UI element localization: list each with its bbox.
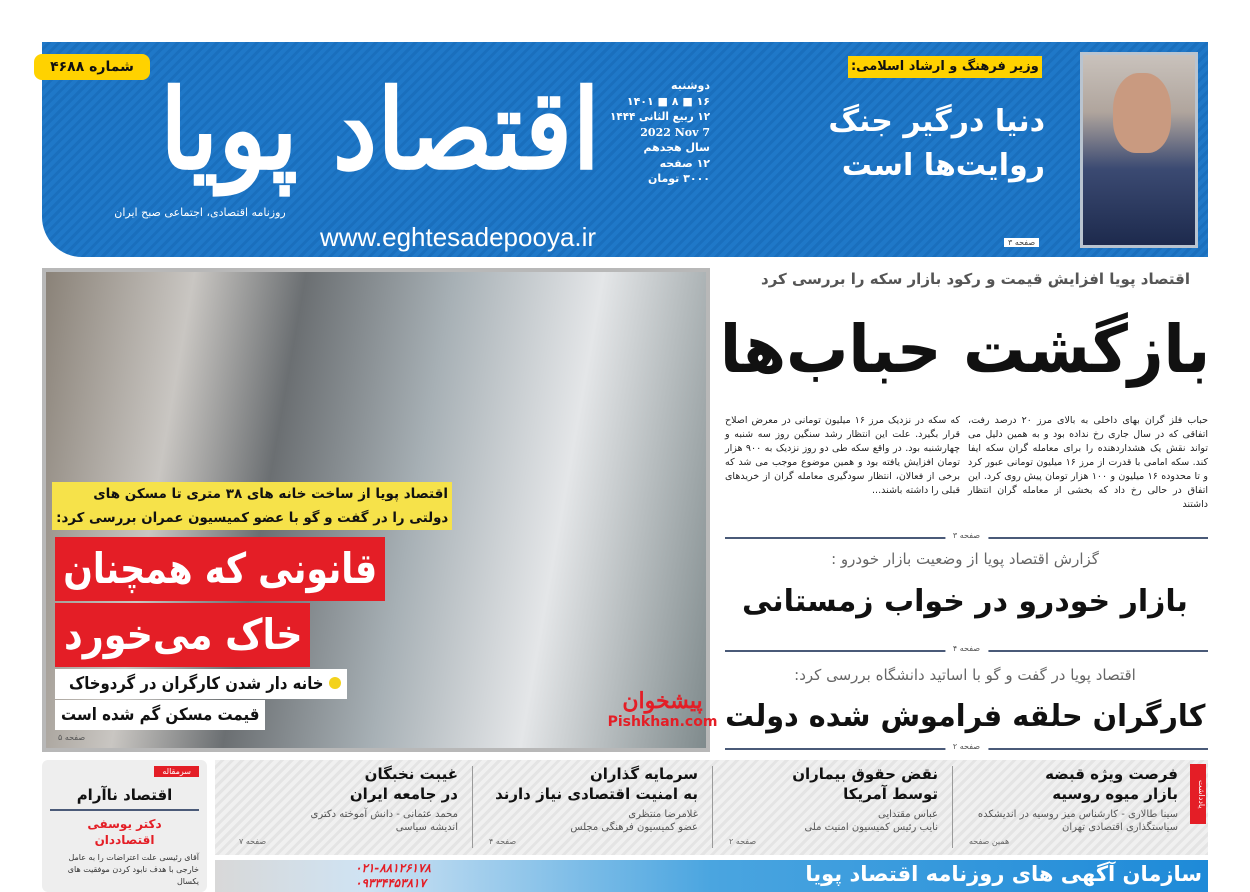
coin-body-right: حباب فلز گران بهای داخلی به بالای مرز ۲۰ درصد رفت، اتفاقی که در سال جاری رخ نداده بود و به همین دلیل می تواند نقش یک هشداردهنده را برای معامله گران سکه ایفا کند. سکه امامی با قدرت از مرز ۱۶ میلیون تومانی عبور کرد و تا محدوده ۱۶ میلیون و ۱۰۰ هزار تومان پیش روی کرد. این اتفاق در حالی رخ داد که بخشی از معامله گران انتظار داشتند bbox=[968, 415, 1209, 510]
note-item[interactable] bbox=[231, 760, 466, 855]
note-title: توسط آمریکا bbox=[843, 785, 938, 803]
housing-headline[interactable]: قانونی که همچنان bbox=[55, 537, 385, 601]
housing-story[interactable] bbox=[52, 482, 452, 530]
notes-tag: یادداشت bbox=[1190, 764, 1206, 824]
headline-line: روایت‌ها است bbox=[841, 148, 1045, 183]
note-author: نایب رئیس کمیسیون امنیت ملی bbox=[804, 822, 938, 833]
watermark-en: Pishkhan.com bbox=[607, 714, 718, 730]
date-hijri: ۱۲ ربیع الثانی ۱۴۴۴ bbox=[609, 110, 710, 123]
newspaper-logo: اقتصاد پویا bbox=[159, 65, 600, 194]
page-ref: صفحه ۷ bbox=[239, 837, 267, 846]
headline-line: دنیا درگیر جنگ bbox=[828, 104, 1045, 139]
issue-number: شماره ۴۶۸۸ bbox=[34, 54, 150, 80]
face bbox=[1113, 73, 1171, 153]
price: ۳۰۰۰ تومان bbox=[647, 172, 710, 185]
ad-title: سازمان آگهی های روزنامه اقتصاد پویا bbox=[805, 862, 1202, 886]
coin-headline[interactable]: بازگشت حباب‌ها bbox=[719, 311, 1210, 388]
note-title: در جامعه ایران bbox=[349, 785, 458, 803]
housing-headline[interactable]: خاک می‌خورد bbox=[55, 603, 310, 667]
ad-phone: ۰۹۳۳۴۴۵۳۸۱۷ bbox=[355, 876, 426, 890]
note-item[interactable] bbox=[481, 760, 706, 855]
note-author: محمد عثمانی - دانش آموخته دکتری bbox=[310, 809, 458, 820]
minister-photo bbox=[1080, 52, 1198, 248]
page-ref: صفحه ۵ bbox=[58, 733, 86, 742]
editorial-tag: سرمقاله bbox=[154, 766, 199, 777]
divider bbox=[712, 766, 713, 848]
weekday: دوشنبه bbox=[671, 79, 710, 92]
divider bbox=[725, 644, 1208, 653]
page-ref: صفحه ۲ bbox=[945, 742, 988, 751]
note-title: سرمایه گذاران bbox=[589, 765, 698, 783]
coin-body-left: که سکه در نزدیک مرز ۱۶ میلیون تومانی در معرض اصلاح قرار بگیرد. علت این انتظار رشد سنگین روز سه شنبه و چهارشنبه بود. در واقع سکه طی دو روز نزدیک به ۹۰۰ هزار تومان افزایش یافته بود و همین موضوع موجب می شد که برخی از فعالان، انتظار سودگیری معامله گران از خریدهای قبلی را داشته باشند... bbox=[725, 415, 960, 496]
tagline: روزنامه اقتصادی، اجتماعی صبح ایران bbox=[114, 206, 286, 219]
year: سال هجدهم bbox=[643, 141, 710, 154]
note-author: سیاستگذاری اقتصادی تهران bbox=[1061, 822, 1178, 833]
note-item[interactable] bbox=[721, 760, 946, 855]
bullet-icon bbox=[329, 677, 341, 689]
author-title: اقتصاددان bbox=[94, 833, 155, 847]
car-kicker: گزارش اقتصاد پویا از وضعیت بازار خودرو : bbox=[831, 550, 1099, 568]
note-title: به امنیت اقتصادی نیاز دارند bbox=[495, 785, 698, 803]
minister-headline[interactable] bbox=[800, 100, 1045, 188]
page-ref: همین صفحه bbox=[969, 837, 1010, 846]
note-title: غیبت نخبگان bbox=[364, 765, 458, 783]
date-gregorian: 2022 Nov 7 bbox=[640, 125, 710, 139]
page-ref: صفحه ۴ bbox=[489, 837, 517, 846]
note-author: اندیشه سیاسی bbox=[395, 822, 458, 833]
date-persian: ۱۶ ■ ۸ ■ ۱۴۰۱ bbox=[626, 94, 710, 108]
housing-kicker: اقتصاد پویا از ساخت خانه های ۳۸ متری تا مسکن های bbox=[52, 482, 452, 506]
housing-sub bbox=[55, 669, 347, 699]
sub-text: خانه دار شدن کارگران در گردوخاک bbox=[68, 674, 323, 694]
housing-sub: قیمت مسکن گم شده است bbox=[55, 700, 265, 730]
editorial[interactable] bbox=[42, 760, 207, 892]
page-ref: صفحه ۳ bbox=[945, 531, 988, 540]
divider bbox=[50, 809, 199, 811]
editorial-title: اقتصاد ناآرام bbox=[76, 786, 173, 804]
car-headline[interactable]: بازار خودرو در خواب زمستانی bbox=[742, 584, 1188, 619]
coin-kicker: اقتصاد پویا افزایش قیمت و رکود بازار سکه را بررسی کرد bbox=[761, 270, 1190, 288]
housing-kicker: دولتی را در گفت و گو با عضو کمیسیون عمران بررسی کرد: bbox=[52, 506, 452, 530]
website-url[interactable]: www.eghtesadepooya.ir bbox=[320, 222, 597, 252]
page-ref: صفحه ۴ bbox=[945, 644, 988, 653]
divider bbox=[725, 742, 1208, 751]
note-author: عباس مقتدایی bbox=[878, 809, 938, 820]
note-title: فرصت ویژه قبضه bbox=[1045, 765, 1178, 783]
ad-phones bbox=[355, 861, 431, 891]
editorial-author bbox=[42, 816, 207, 848]
ad-banner[interactable] bbox=[215, 860, 1208, 892]
note-author: سینا طالاری - کارشناس میز روسیه در اندیشکده bbox=[977, 809, 1178, 820]
notes-strip bbox=[215, 760, 1208, 855]
divider bbox=[472, 766, 473, 848]
note-author: غلامرضا منتظری bbox=[628, 809, 698, 820]
divider bbox=[725, 531, 1208, 540]
author-name: دکتر یوسفی bbox=[87, 817, 162, 831]
page-ref: صفحه ۲ bbox=[729, 837, 757, 846]
note-author: عضو کمیسیون فرهنگی مجلس bbox=[570, 822, 698, 833]
note-title: بازار میوه روسیه bbox=[1052, 785, 1178, 803]
note-item[interactable] bbox=[961, 760, 1186, 855]
page-count: ۱۲ صفحه bbox=[659, 156, 710, 170]
ad-phone: ۰۲۱-۸۸۱۲۶۱۷۸ bbox=[355, 861, 431, 875]
note-title: نقض حقوق بیماران bbox=[792, 765, 938, 783]
minister-kicker: وزیر فرهنگ و ارشاد اسلامی: bbox=[848, 56, 1042, 78]
page-ref: صفحه ۳ bbox=[1004, 238, 1039, 247]
workers-headline[interactable]: کارگران حلقه فراموش شده دولت bbox=[724, 699, 1205, 734]
divider bbox=[952, 766, 953, 848]
date-block bbox=[610, 78, 710, 187]
editorial-body: آقای رئیسی علت اعتراضات را به عامل خارجی با هدف نابود کردن موفقیت های یکسال bbox=[67, 853, 199, 886]
watermark-fa: پیشخوان bbox=[622, 688, 703, 714]
workers-kicker: اقتصاد پویا در گفت و گو با اساتید دانشگاه بررسی کرد: bbox=[794, 666, 1136, 684]
